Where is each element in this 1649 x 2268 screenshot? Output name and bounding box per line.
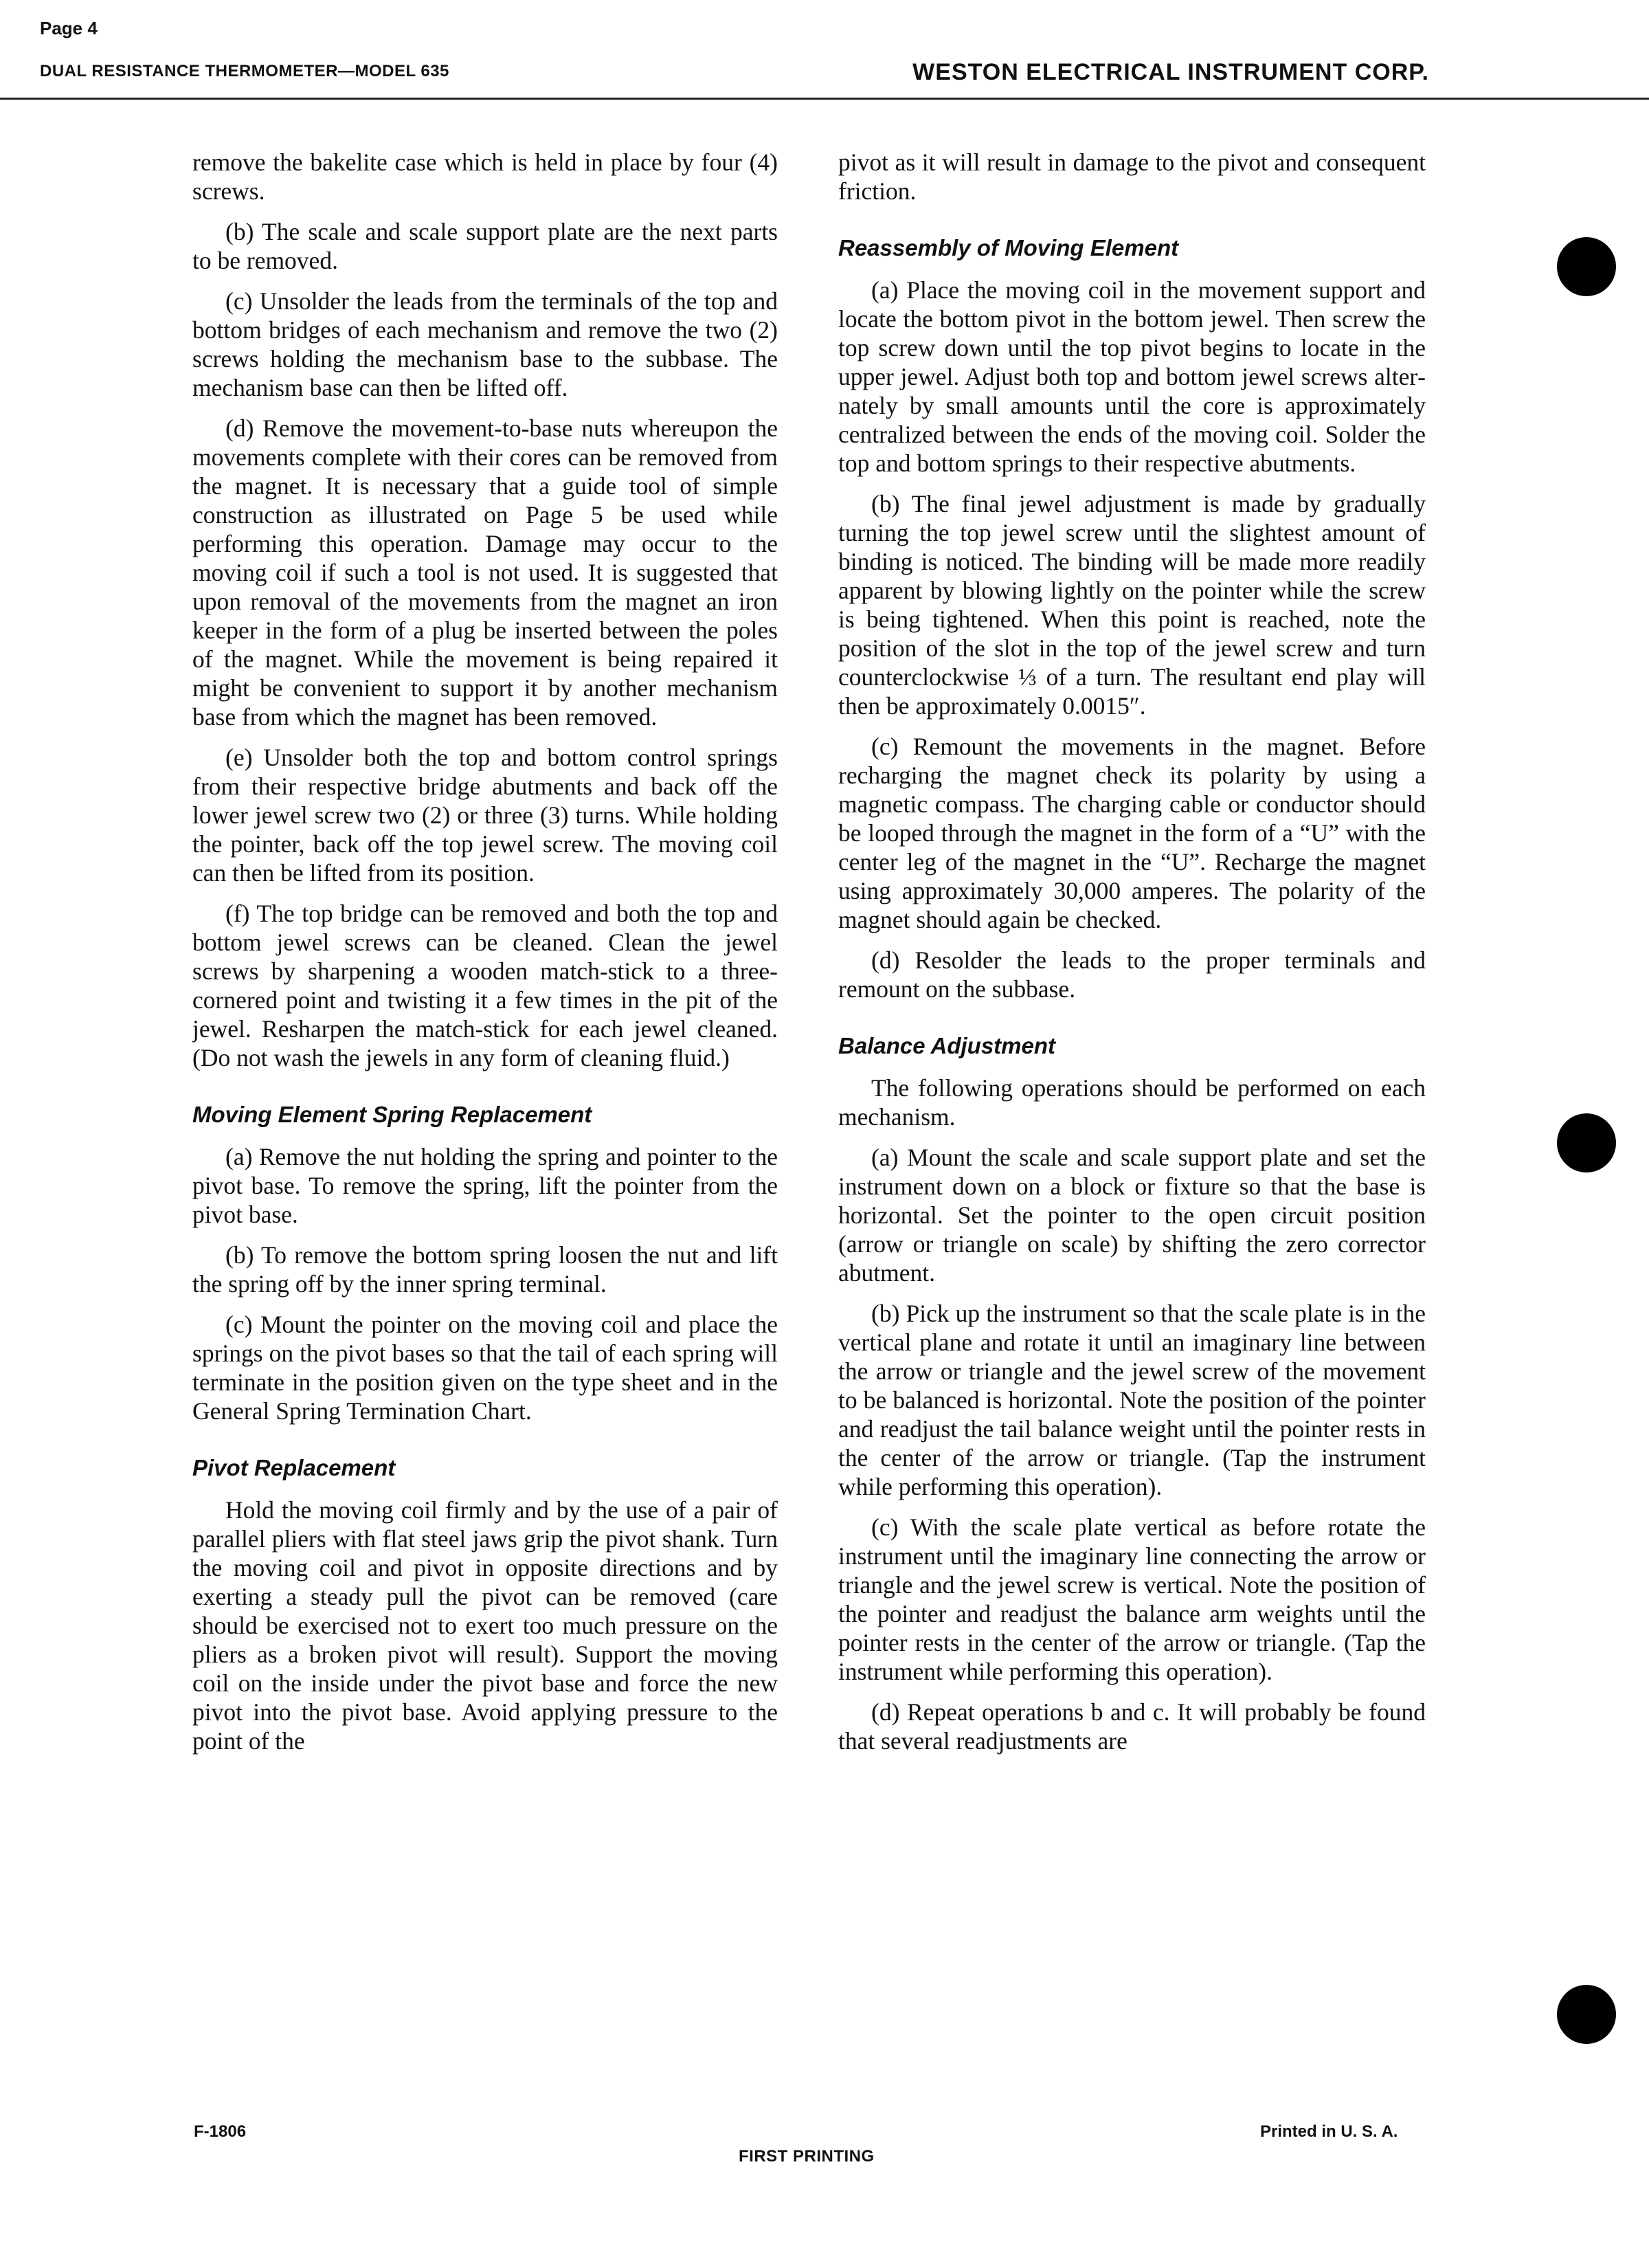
section-heading: Moving Element Spring Replacement — [192, 1102, 592, 1127]
left-column — [192, 148, 778, 2093]
paragraph: (d) Resolder the leads to the proper terminals and remount on the subbase. — [838, 946, 1426, 1003]
binder-hole-icon — [1557, 237, 1616, 296]
section-heading: Reassembly of Moving Element — [838, 235, 1179, 260]
paragraph: (b) To remove the bottom spring loosen the nut and lift the spring off by the inner spring terminal. — [192, 1241, 778, 1298]
paragraph: (b) The scale and scale support plate are the next parts to be removed. — [192, 218, 778, 274]
paragraph: (b) Pick up the instrument so that the scale plate is in the vertical plane and rotate it until an imaginary line between the arrow or triangle and the jewel screw of the movement to be balanced is horizontal. Note the position of the pointer and readjust the tail balance weight until the pointer rests in the center of the arrow or triangle. (Tap the instrument while performing this operation). — [838, 1300, 1426, 1500]
form-number: F-1806 — [194, 2122, 247, 2141]
page-number: Page 4 — [40, 18, 98, 38]
binder-hole-icon — [1557, 1113, 1616, 1172]
paragraph: (c) With the scale plate vertical as before rotate the instrument until the imaginary line connecting the arrow or triangle and the jewel screw is vertical. Note the position of the pointer and readjust the balance arm weights until the pointer rests in the center of the arrow or triangle. (Tap the instrument while performing this operation). — [838, 1513, 1426, 1685]
header-rule — [0, 98, 1649, 100]
right-column — [838, 148, 1426, 2093]
paragraph: The following operations should be performed on each mechanism. — [838, 1074, 1426, 1131]
paragraph: (c) Unsolder the leads from the terminals of the top and bottom bridges of each mechanism and remove the two (2) screws holding the mechanism base to the subbase. The mechanism base can then be lifted off. — [192, 287, 778, 401]
section-heading: Balance Adjustment — [838, 1033, 1056, 1058]
paragraph: (a) Remove the nut holding the spring and pointer to the pivot base. To remove the spring, lift the pointer from the pivot base. — [192, 1143, 778, 1228]
printing-note: FIRST PRINTING — [739, 2147, 875, 2166]
printed-in: Printed in U. S. A. — [1260, 2122, 1398, 2141]
section-heading: Pivot Replacement — [192, 1455, 396, 1480]
paragraph: (a) Mount the scale and scale support plate and set the instrument down on a block or fixture so that the base is horizontal. Set the pointer to the open circuit position (arrow or triangle on scale) by shifting the zero corrector abutment. — [838, 1144, 1426, 1287]
paragraph: (c) Mount the pointer on the moving coil and place the springs on the pivot bases so that the tail of each spring will terminate in the position given on the type sheet and in the General Spring Termination Chart. — [192, 1311, 778, 1425]
company-name: WESTON ELECTRICAL INSTRUMENT CORP. — [912, 59, 1429, 85]
paragraph: (f) The top bridge can be removed and both the top and bottom jewel screws can be cleaned. Clean the jewel screws by sharpening a wooden match-stick to a three-cornered point and twisting it a few times in the pit of the jewel. Resharpen the match-stick for each jewel cleaned. (Do not wash the jewels in any form of cleaning fluid.) — [192, 900, 778, 1071]
paragraph: (e) Unsolder both the top and bottom control springs from their respective bridge abutments and back off the lower jewel screw two (2) or three (3) turns. While holding the pointer, back off the top jewel screw. The moving coil can then be lifted from its position. — [192, 744, 778, 887]
document-title: DUAL RESISTANCE THERMOMETER—MODEL 635 — [40, 62, 449, 80]
binder-hole-icon — [1557, 1985, 1616, 2044]
paragraph: (a) Place the moving coil in the movement support and locate the bottom pivot in the bottom jewel. Then screw the top screw down until the top pivot begins to locate in the upper jewel. Adjust both top and bottom jewel screws alternately by small amounts until the core is approximately centralized between the ends of the moving coil. Solder the top and bottom springs to their respective abutments. — [838, 276, 1426, 477]
paragraph: (c) Remount the movements in the magnet. Before recharging the magnet check its polarity by using a magnetic compass. The charging cable or conductor should be looped through the magnet in the form of a “U” with the center leg of the magnet in the “U”. Recharge the magnet using approximately 30,000 amperes. The polarity of the magnet should again be checked. — [838, 733, 1426, 933]
paragraph: (b) The final jewel adjustment is made by gradually turning the top jewel screw until the slightest amount of binding is noticed. The binding will be made more readily apparent by blowing lightly on the pointer while the screw is being tightened. When this point is reached, note the position of the slot in the top of the jewel screw and turn counterclockwise ⅓ of a turn. The resultant end play will then be approximately 0.0015″. — [838, 490, 1426, 720]
paragraph: (d) Repeat operations b and c. It will probably be found that several readjustments are — [838, 1698, 1426, 1755]
paragraph: Hold the moving coil firmly and by the use of a pair of parallel pliers with flat steel jaws grip the pivot shank. Turn the moving coil and pivot in opposite directions and by exerting a steady pull the pivot can be removed (care should be exercised not to exert too much pressure on the pliers as a broken pivot will result). Support the moving coil on the inside under the pivot base and force the new pivot into the pivot base. Avoid applying pressure to the point of the — [192, 1496, 778, 1755]
paragraph: remove the bakelite case which is held in place by four (4) screws. — [192, 148, 778, 205]
paragraph: pivot as it will result in damage to the pivot and consequent friction. — [838, 148, 1426, 205]
paragraph: (d) Remove the movement-to-base nuts whereupon the movements complete with their cores can be removed from the magnet. It is necessary that a guide tool of simple construction as illustrated on Page 5 be used while performing this operation. Damage may occur to the moving coil if such a tool is not used. It is suggested that upon removal of the movements from the magnet an iron keeper in the form of a plug be inserted between the poles of the magnet. While the movement is being repaired it might be convenient to support it by another mechanism base from which the magnet has been removed. — [192, 414, 778, 731]
